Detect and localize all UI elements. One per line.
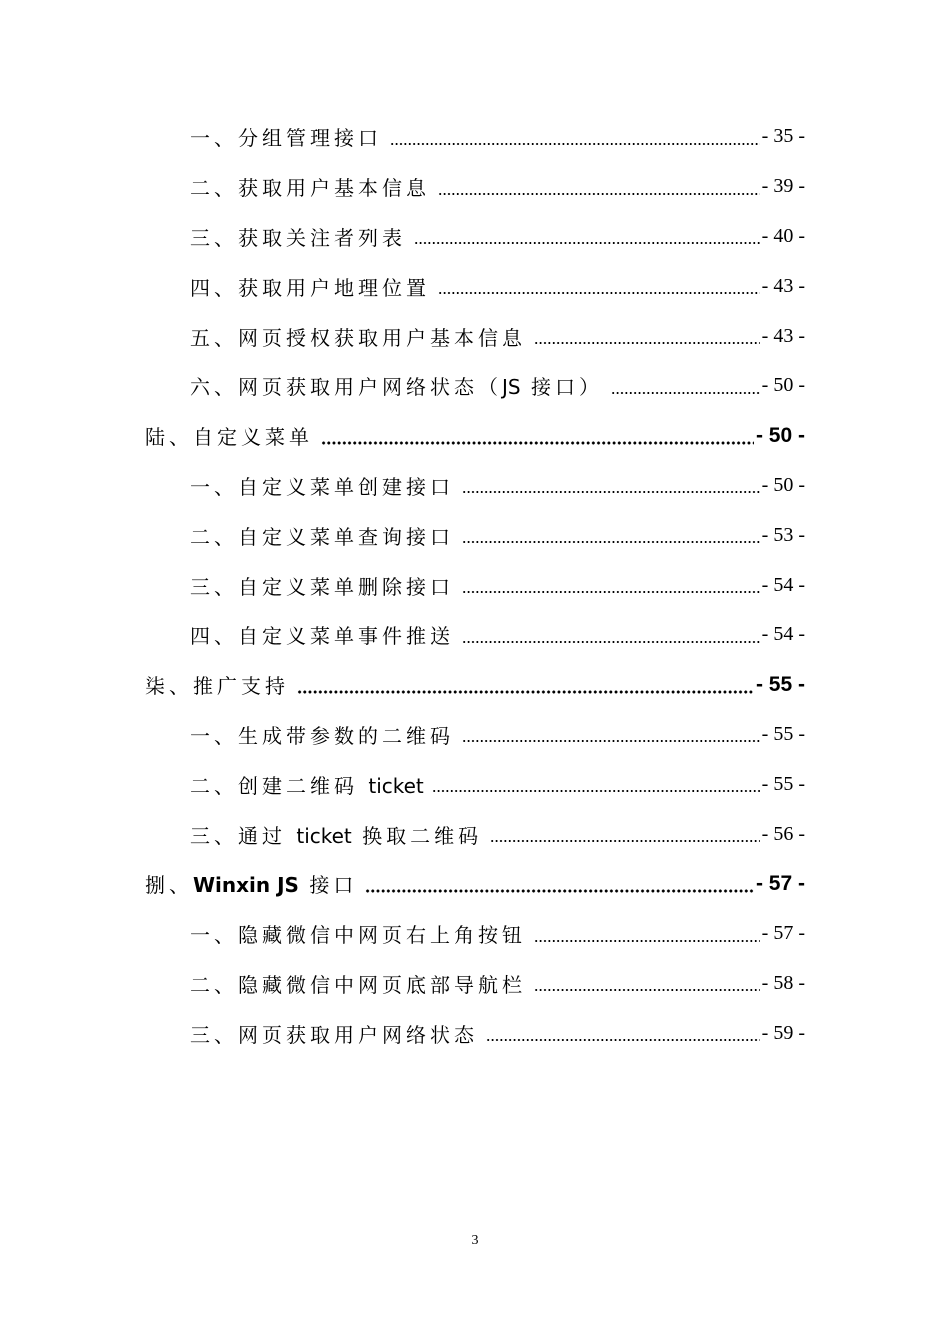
toc-entry-page: - 55 - — [761, 772, 805, 795]
toc-entry-page: - 55 - — [761, 722, 805, 745]
toc-entry-title: 五、网页授权获取用户基本信息 — [190, 325, 526, 350]
toc-entry-page: - 54 - — [761, 623, 805, 646]
toc-entry-title: 三、获取关注者列表 — [190, 225, 406, 250]
toc-chapter-title: 陆、自定义菜单 — [145, 425, 313, 450]
toc-dot-leader — [611, 376, 760, 396]
toc-entry-page: - 59 - — [761, 1021, 805, 1044]
toc-chapter-page: - 57 - — [755, 871, 805, 895]
toc-dot-leader — [297, 675, 754, 695]
toc-entry-page: - 50 - — [761, 473, 805, 496]
toc-dot-leader — [432, 774, 760, 794]
toc-chapter-entry[interactable] — [0, 660, 950, 710]
toc-dot-leader — [534, 924, 760, 944]
toc-dot-leader — [462, 625, 760, 645]
toc-entry-page: - 54 - — [761, 573, 805, 596]
toc-entry[interactable] — [0, 212, 950, 262]
toc-dot-leader — [390, 127, 760, 147]
toc-entry-title: 六、网页获取用户网络状态（JS 接口） — [190, 375, 603, 400]
toc-dot-leader — [490, 824, 760, 844]
toc-dot-leader — [486, 1023, 760, 1043]
toc-entry[interactable] — [0, 759, 950, 809]
toc-entry-page: - 57 - — [761, 922, 805, 945]
toc-entry-title: 三、网页获取用户网络状态 — [190, 1022, 478, 1047]
toc-entry[interactable] — [0, 959, 950, 1009]
toc-entry[interactable] — [0, 909, 950, 959]
toc-entry-page: - 53 - — [761, 523, 805, 546]
toc-entry[interactable] — [0, 461, 950, 511]
toc-dot-leader — [365, 874, 754, 894]
toc-entry-title: 二、获取用户基本信息 — [190, 176, 430, 201]
toc-dot-leader — [438, 276, 760, 296]
toc-chapter-entry[interactable] — [0, 411, 950, 461]
toc-entry-title: 一、分组管理接口 — [190, 126, 382, 151]
toc-dot-leader — [534, 973, 760, 993]
table-of-contents — [0, 112, 950, 1058]
toc-entry-page: - 35 - — [761, 125, 805, 148]
toc-dot-leader — [438, 177, 760, 197]
toc-entry-title: 二、自定义菜单查询接口 — [190, 524, 454, 549]
toc-dot-leader — [414, 226, 760, 246]
toc-chapter-page: - 55 - — [755, 672, 805, 696]
toc-entry-title: 二、创建二维码 ticket — [190, 773, 424, 798]
toc-entry-page: - 58 - — [761, 971, 805, 994]
toc-dot-leader — [462, 575, 760, 595]
toc-entry[interactable] — [0, 1008, 950, 1058]
toc-entry-title: 四、获取用户地理位置 — [190, 275, 430, 300]
toc-entry-page: - 40 - — [761, 224, 805, 247]
toc-entry-title: 三、自定义菜单删除接口 — [190, 574, 454, 599]
toc-chapter-title: 柒、推广支持 — [145, 674, 289, 699]
toc-chapter-page: - 50 - — [755, 423, 805, 447]
toc-entry-title: 一、自定义菜单创建接口 — [190, 474, 454, 499]
page-number: 3 — [471, 1233, 479, 1248]
toc-entry-page: - 43 - — [761, 274, 805, 297]
toc-dot-leader — [462, 475, 760, 495]
toc-entry[interactable] — [0, 809, 950, 859]
toc-dot-leader — [321, 426, 754, 446]
toc-entry-page: - 56 - — [761, 822, 805, 845]
toc-entry-page: - 39 - — [761, 175, 805, 198]
toc-entry[interactable] — [0, 112, 950, 162]
toc-entry-title: 二、隐藏微信中网页底部导航栏 — [190, 972, 526, 997]
toc-entry[interactable] — [0, 311, 950, 361]
toc-chapter-title: 捌、Winxin JS 接口 — [145, 873, 358, 898]
toc-entry[interactable] — [0, 361, 950, 411]
toc-dot-leader — [534, 326, 760, 346]
toc-entry[interactable] — [0, 510, 950, 560]
toc-entry-title: 一、生成带参数的二维码 — [190, 723, 454, 748]
toc-entry-title: 三、通过 ticket 换取二维码 — [190, 823, 483, 848]
toc-entry-title: 四、自定义菜单事件推送 — [190, 624, 454, 649]
toc-entry[interactable] — [0, 560, 950, 610]
toc-entry[interactable] — [0, 162, 950, 212]
toc-entry[interactable] — [0, 261, 950, 311]
toc-chapter-entry[interactable] — [0, 859, 950, 909]
toc-entry-page: - 50 - — [761, 374, 805, 397]
toc-dot-leader — [462, 724, 760, 744]
toc-entry-title: 一、隐藏微信中网页右上角按钮 — [190, 923, 526, 948]
toc-dot-leader — [462, 525, 760, 545]
toc-entry[interactable] — [0, 710, 950, 760]
toc-entry-page: - 43 - — [761, 324, 805, 347]
toc-entry[interactable] — [0, 610, 950, 660]
